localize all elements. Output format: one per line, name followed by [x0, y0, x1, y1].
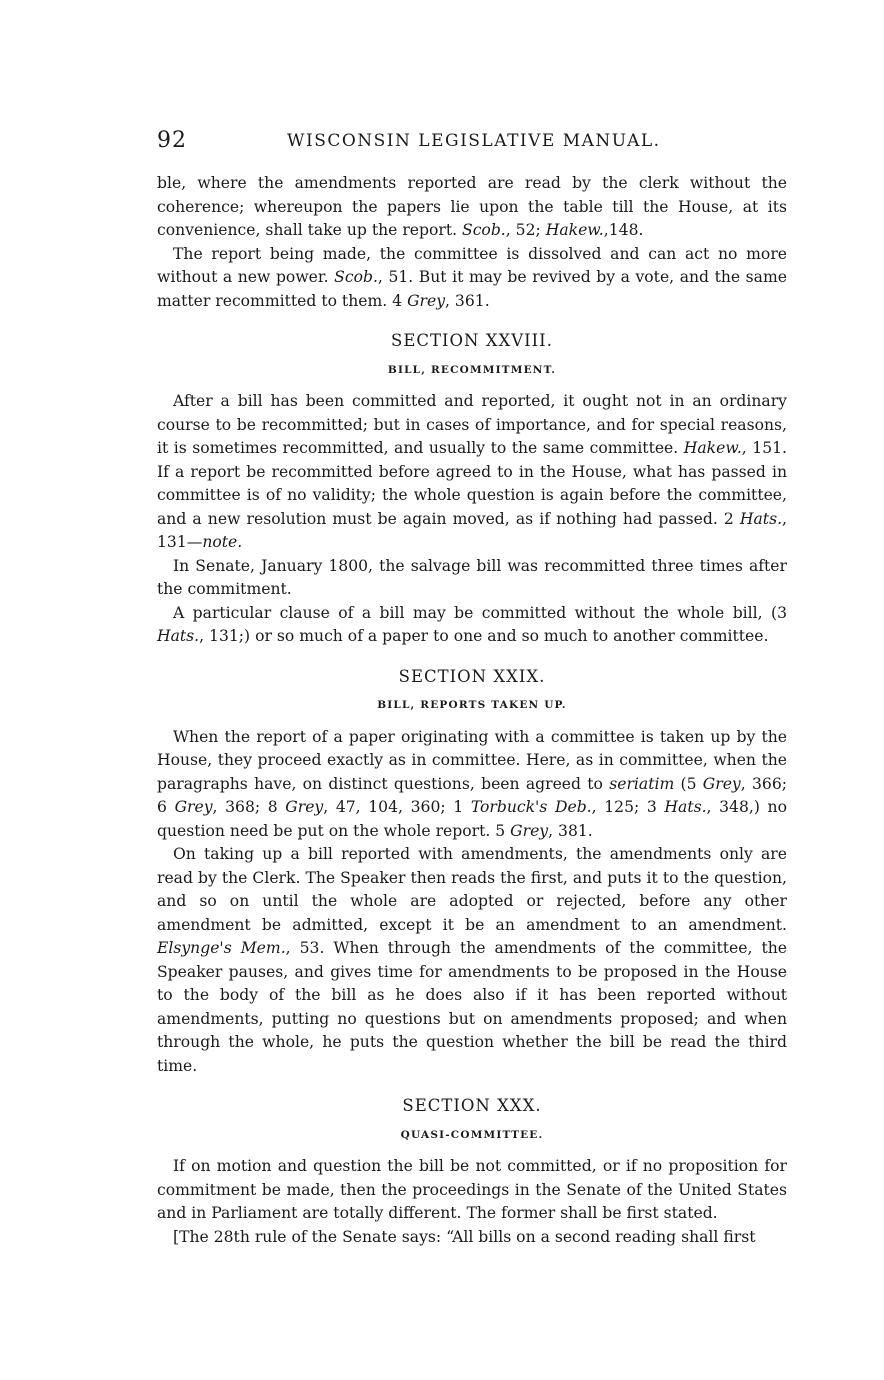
page-body [157, 172, 787, 1249]
section-28-title: SECTION XXVIII. [391, 331, 553, 350]
page-number: 92 [157, 128, 187, 153]
section-29-subtitle: BILL, REPORTS TAKEN UP. [377, 699, 567, 711]
section-28-paragraph-3: A particular clause of a bill may be committed without the whole bill, (3 Hats., 131;) or so much of a paper to one and so much to another committee. [157, 603, 787, 645]
section-30-paragraph-2: [The 28th rule of the Senate says: “All bills on a second reading shall first [173, 1227, 756, 1246]
page-header [157, 128, 787, 158]
section-30-paragraph-1: If on motion and question the bill be not committed, or if no proposition for commitment be made, then the proceedings in the Senate of the United States and in Parliament are totally different. The former shall be first stated. [157, 1157, 787, 1222]
section-28-subtitle: BILL, RECOMMITMENT. [387, 363, 557, 376]
intro-paragraph-2: The report being made, the committee is dissolved and can act no more without a new power. Scob., 51. But it may be revived by a vote, and the same matter recommitted to them. 4 Grey, 361. [157, 244, 787, 310]
section-29-paragraph-1: When the report of a paper originating with a committee is taken up by the House, they proceed exactly as in committee. Here, as in committee, when the paragraphs have, on distinct questions, been agreed to seriatim (5 Grey, 366; 6 Grey, 368; 8 Grey, 47, 104, 360; 1 Torbuck's Deb., 125; 3 Hats., 348,) no question need be put on the whole report. 5 Grey, 381. [157, 727, 787, 840]
section-28-paragraph-2: In Senate, January 1800, the salvage bill was recommitted three times after the commitment. [157, 556, 787, 598]
running-head: WISCONSIN LEGISLATIVE MANUAL. [287, 131, 661, 151]
section-28-paragraph-1: After a bill has been committed and reported, it ought not in an ordinary course to be recommitted; but in cases of importance, and for special reasons, it is sometimes recommitted, and usually to the same committee. Hakew., 151. If a report be recommitted before agreed to in the House, what has passed in committee is of no validity; the whole question is again before the committee, and a new resolution must be again moved, as if nothing had passed. 2 Hats., 131—note. [157, 392, 787, 551]
section-29-paragraph-2: On taking up a bill reported with amendments, the amendments only are read by the Clerk. The Speaker then reads the first, and puts it to the question, and so on until the whole are adopted or rejected, before any other amendment be admitted, except it be an amendment to an amendment. Elsynge's Mem., 53. When through the amendments of the committee, the Speaker pauses, and gives time for amendments to be proposed in the House to the body of the bill as he does also if it has been reported without amendments, putting no questions but on amendments proposed; and when through the whole, he puts the question whether the bill be read the third time. [157, 845, 788, 1075]
intro-paragraph-1: ble, where the amendments reported are read by the clerk without the coherence; whereupon the papers lie upon the table till the House, at its convenience, shall take up the report. Scob., 52; Hakew.,148. [157, 174, 787, 239]
section-29-title: SECTION XXIX. [398, 666, 546, 686]
section-30-title: SECTION XXX. [402, 1096, 542, 1115]
section-30-subtitle: QUASI-COMMITTEE. [400, 1128, 544, 1141]
